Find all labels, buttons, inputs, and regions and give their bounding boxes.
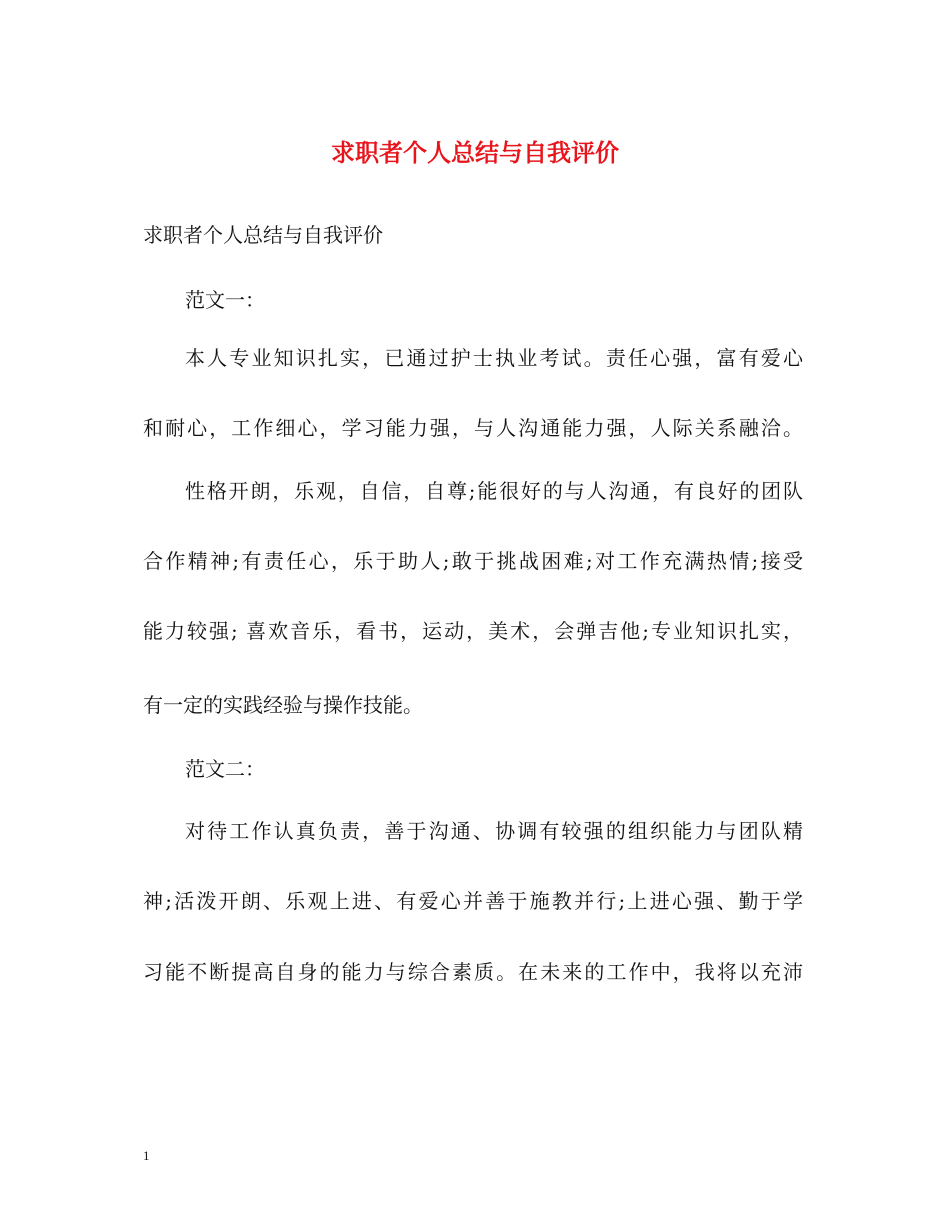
section-label-2: 范文二： [185, 757, 265, 781]
paragraph-line: 和耐心，工作细心，学习能力强，与人沟通能力强，人际关系融洽。 [143, 416, 803, 440]
paragraph-line: 能力较强; 喜欢音乐，看书，运动，美术，会弹吉他;专业知识扎实， [143, 619, 803, 643]
paragraph-line: 有一定的实践经验与操作技能。 [143, 693, 423, 717]
paragraph-line: 对待工作认真负责，善于沟通、协调有较强的组织能力与团队精 [185, 819, 803, 843]
section-label-1: 范文一： [185, 288, 265, 312]
paragraph-line: 合作精神;有责任心，乐于助人;敢于挑战困难;对工作充满热情;接受 [143, 549, 803, 573]
paragraph-line: 神;活泼开朗、乐观上进、有爱心并善于施教并行;上进心强、勤于学 [143, 889, 803, 913]
paragraph-line: 本人专业知识扎实，已通过护士执业考试。责任心强，富有爱心 [185, 346, 803, 370]
paragraph-line: 性格开朗，乐观，自信，自尊;能很好的与人沟通，有良好的团队 [185, 479, 803, 503]
body-line-heading: 求职者个人总结与自我评价 [143, 223, 383, 247]
paragraph-line: 习能不断提高自身的能力与综合素质。在未来的工作中，我将以充沛 [143, 960, 803, 984]
page-number: 1 [143, 1148, 150, 1163]
document-title: 求职者个人总结与自我评价 [331, 138, 619, 167]
